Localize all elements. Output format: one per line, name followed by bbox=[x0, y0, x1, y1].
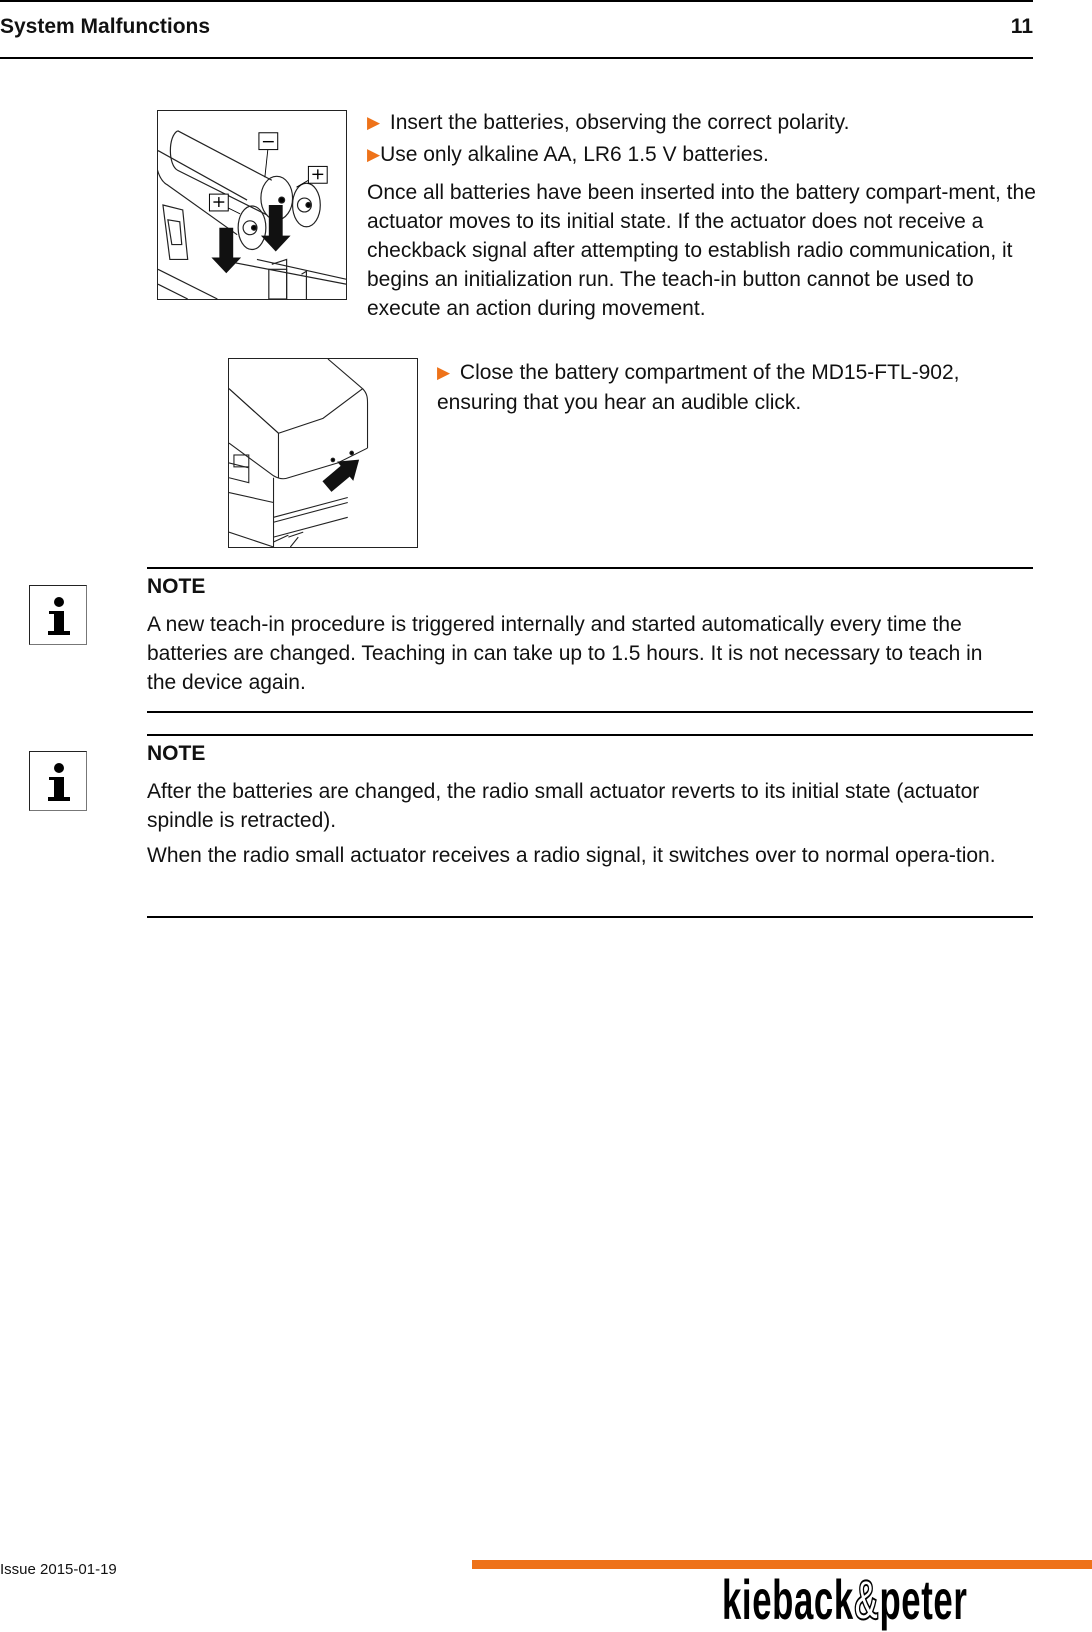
info-icon bbox=[29, 751, 87, 811]
close-compartment-figure bbox=[228, 358, 418, 548]
note1-paragraph: A new teach-in procedure is triggered internally and started automatically every time the batteries are changed. Teaching in can take up to 1.5 hours. It is not necessary to teach in the device again. bbox=[147, 613, 983, 694]
kieback-peter-logo: kieback&peter bbox=[722, 1568, 968, 1631]
section1-paragraph: Once all batteries have been inserted into the battery compart-ment, the actuator moves to its initial state. If the actuator does not receive a checkback signal after attempting to establish radio communication, it begins an initialization run. The teach-in button cannot be used to execute an action during movement. bbox=[367, 181, 1036, 320]
step-close-compartment: ▶ Close the battery compartment of the MD15-FTL-902, ensuring that you hear an audible click. bbox=[437, 361, 960, 414]
note2-paragraph-2: When the radio small actuator receives a radio signal, it switches over to normal opera-tion. bbox=[147, 844, 996, 867]
header-bottom-rule bbox=[0, 57, 1033, 59]
section-title: System Malfunctions bbox=[0, 15, 211, 38]
actuator-illustration bbox=[229, 359, 417, 547]
issue-date: Issue 2015-01-19 bbox=[0, 1561, 117, 1578]
step-battery-type: ▶Use only alkaline AA, LR6 1.5 V batteries. bbox=[367, 143, 769, 166]
batteries-illustration bbox=[158, 111, 346, 299]
step-arrow-icon: ▶ bbox=[437, 363, 451, 382]
header-top-rule bbox=[0, 0, 1033, 2]
note1-body bbox=[147, 610, 999, 703]
note2-body bbox=[147, 777, 999, 876]
step-arrow-icon: ▶ bbox=[367, 113, 381, 132]
info-icon bbox=[29, 585, 87, 645]
note1-top-rule bbox=[147, 567, 1033, 569]
battery-insertion-figure bbox=[157, 110, 347, 300]
note2-paragraph-1: After the batteries are changed, the radio small actuator reverts to its initial state (actuator spindle is retracted). bbox=[147, 780, 980, 832]
note1-bottom-rule bbox=[147, 711, 1033, 713]
note1-title: NOTE bbox=[147, 575, 206, 598]
section2-text bbox=[437, 358, 1037, 417]
note2-bottom-rule bbox=[147, 916, 1033, 918]
note2-title: NOTE bbox=[147, 742, 206, 765]
section1-text bbox=[367, 108, 1037, 323]
note2-top-rule bbox=[147, 734, 1033, 736]
page-number: 11 bbox=[1010, 15, 1033, 38]
step-insert-batteries: ▶ Insert the batteries, observing the correct polarity. bbox=[367, 111, 850, 134]
step-arrow-icon: ▶ bbox=[367, 145, 381, 164]
